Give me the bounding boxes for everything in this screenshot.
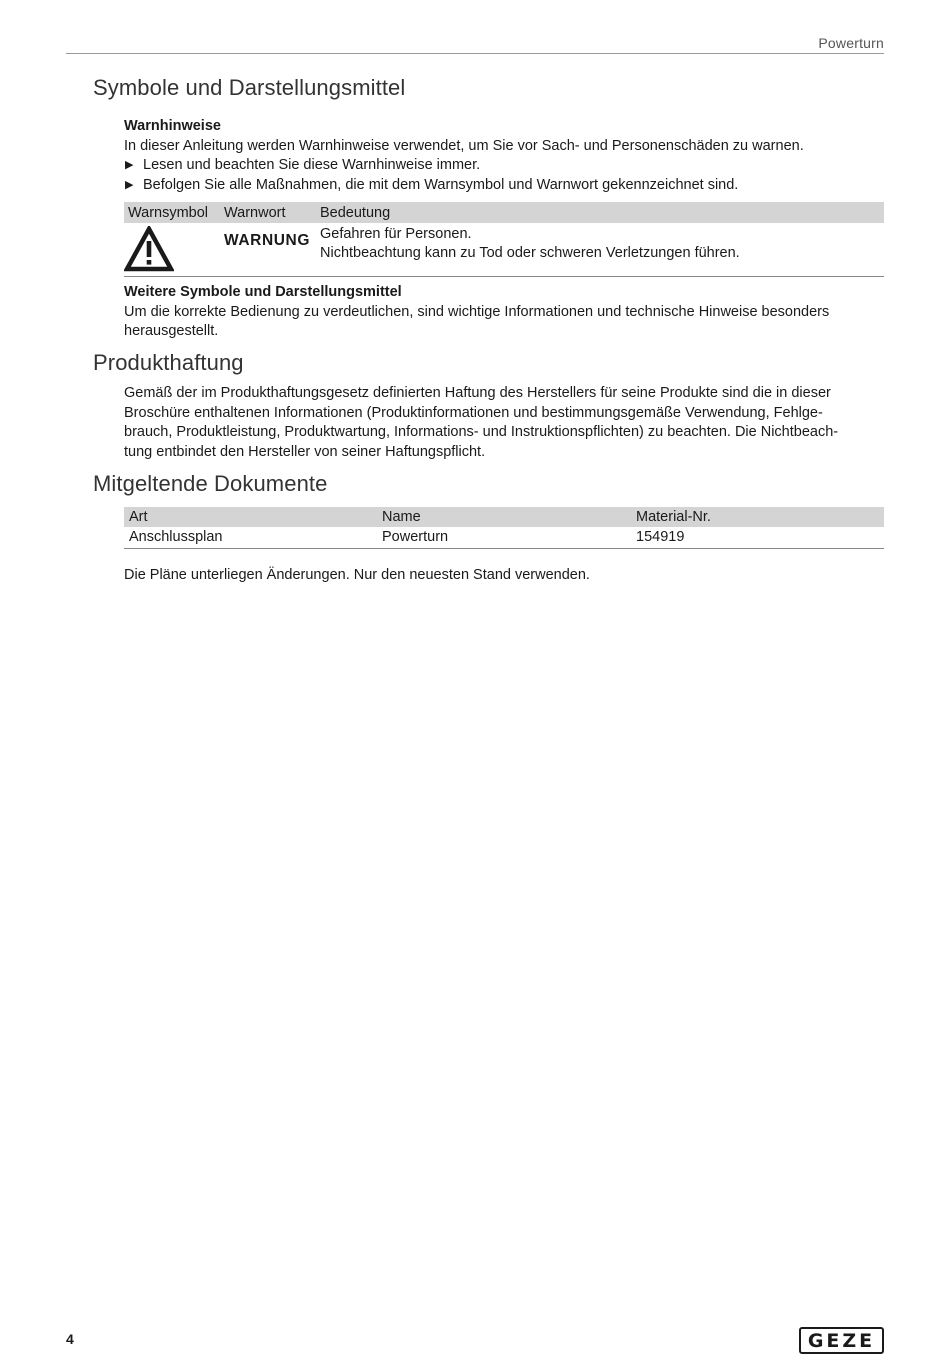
table-cell: Powerturn xyxy=(377,527,631,548)
bullet-text: Befolgen Sie alle Maßnahmen, die mit dem Warnsymbol und Warnwort gekennzeichnet sind. xyxy=(143,176,739,193)
section-title-documents: Mitgeltende Dokumente xyxy=(93,471,328,496)
meaning-line: Nichtbeachtung kann zu Tod oder schweren Verletzungen führen. xyxy=(320,245,740,261)
section-title-liability: Produkthaftung xyxy=(93,350,244,375)
table-cell: Anschlussplan xyxy=(124,527,377,548)
table-header-row xyxy=(124,507,884,527)
table-header-cell: Warnsymbol xyxy=(124,202,220,223)
liability-paragraph xyxy=(124,384,884,462)
table-cell: 154919 xyxy=(631,527,884,548)
table-header-cell: Bedeutung xyxy=(316,202,884,223)
paragraph-line: tung entbindet den Hersteller von seiner Haftungspflicht. xyxy=(124,443,486,460)
documents-table xyxy=(124,507,884,549)
section-title-symbols: Symbole und Darstellungsmittel xyxy=(93,75,406,100)
meaning-line: Gefahren für Personen. xyxy=(320,226,472,242)
page-number: 4 xyxy=(66,1331,74,1347)
geze-logo xyxy=(799,1327,884,1354)
warning-word: WARNUNG xyxy=(224,232,310,249)
more-symbols-heading: Weitere Symbole und Darstellungsmittel xyxy=(124,284,402,300)
header-divider xyxy=(66,53,884,54)
triangle-bullet-icon: ▶ xyxy=(125,178,134,191)
table-row xyxy=(124,223,884,277)
table-row xyxy=(124,527,884,548)
paragraph-line: Gemäß der im Produkthaftungsgesetz definierten Haftung des Herstellers für seine Produkte sind die in dieser xyxy=(124,385,831,401)
documents-note: Die Pläne unterliegen Änderungen. Nur den neuesten Stand verwenden. xyxy=(124,567,590,583)
triangle-bullet-icon: ▶ xyxy=(125,159,134,171)
warning-symbol-cell xyxy=(124,223,220,277)
table-header-cell: Warnwort xyxy=(220,202,316,223)
warning-table xyxy=(124,202,884,277)
warning-triangle-icon xyxy=(124,226,174,272)
warning-meaning-cell xyxy=(316,223,884,277)
logo-text: GEZE xyxy=(807,1329,876,1352)
list-item xyxy=(124,156,884,176)
table-header-cell: Art xyxy=(124,507,377,527)
paragraph-line: brauch, Produktleistung, Produktwartung, Informations- und Instruktionspflichten) zu beachten. Die Nichtbeach- xyxy=(124,424,839,440)
paragraph-line: Broschüre enthaltenen Informationen (Produktinformationen und bestimmungsgemäße Verwendung, Fehlge- xyxy=(124,404,823,421)
warnings-block xyxy=(124,117,884,195)
paragraph-line: Um die korrekte Bedienung zu verdeutlichen, sind wichtige Informationen und technische Hinweise besonders xyxy=(124,303,830,320)
running-header: Powerturn xyxy=(818,35,884,51)
table-header-cell: Material-Nr. xyxy=(631,507,884,527)
warnings-bullet-list xyxy=(124,156,884,195)
more-symbols-block xyxy=(124,283,884,342)
bullet-text: Lesen und beachten Sie diese Warnhinweise immer. xyxy=(143,157,481,173)
paragraph-line: herausgestellt. xyxy=(124,323,219,339)
table-header-cell: Name xyxy=(377,507,631,527)
warnings-heading: Warnhinweise xyxy=(124,118,221,134)
list-item xyxy=(124,176,884,196)
warnings-intro: In dieser Anleitung werden Warnhinweise verwendet, um Sie vor Sach- und Personenschäden zu warnen. xyxy=(124,137,804,154)
table-header-row xyxy=(124,202,884,223)
